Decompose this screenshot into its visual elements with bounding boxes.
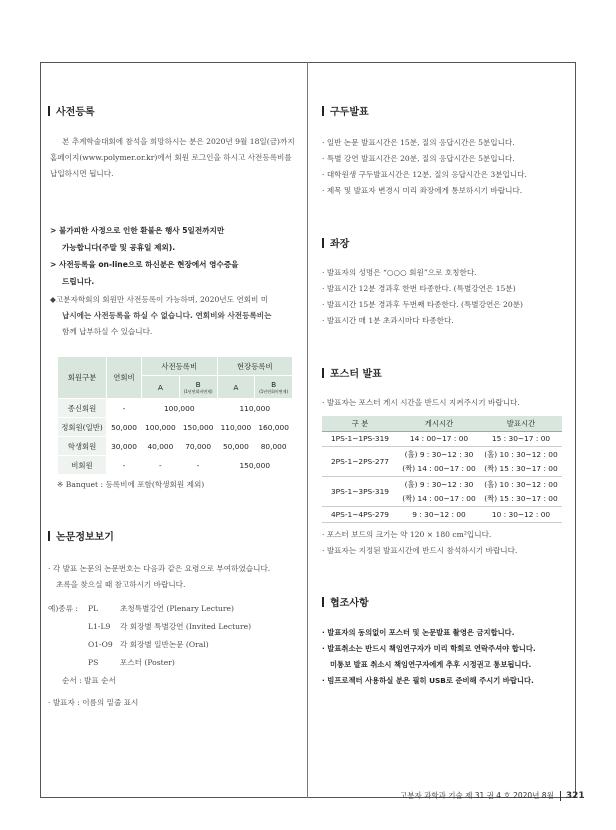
- oral-item: · 일반 논문 발표시간은 15분, 질의 응답시간은 5분입니다.: [322, 138, 515, 147]
- paper-info-heading-text: 논문정보보기: [56, 532, 114, 543]
- cell: 4PS-1~4PS-279: [322, 507, 398, 523]
- row-label: 비회원: [58, 456, 107, 475]
- chair-item: · 발표자의 성명은 “○○○ 회원”으로 호칭한다.: [322, 268, 477, 277]
- cell: -: [142, 456, 180, 475]
- chair-item: · 발표시간 15분 경과후 두번째 타종한다. (특별강연은 20분): [322, 300, 524, 309]
- banquet-note: ※ Banquet : 등록비에 포함(학생회원 제외): [57, 480, 205, 489]
- cell: 50,000: [107, 418, 142, 437]
- cell: (짝) 14 : 00~17 : 00: [398, 492, 480, 507]
- table-row: [58, 437, 293, 456]
- type-desc: 각 회장별 특별강연 (Invited Lecture): [120, 622, 252, 631]
- cell: -: [107, 399, 142, 418]
- example-label: 예)종류 :: [48, 604, 78, 613]
- cell: (홀) 10 : 30~12 : 00: [484, 479, 558, 489]
- cell: (짝) 14 : 00~17 : 00: [398, 462, 480, 477]
- col-pre-b: [179, 376, 217, 399]
- paper-info-heading: [48, 528, 114, 543]
- heading-bar: [322, 106, 324, 116]
- cell: 10 : 30~12 : 00: [480, 507, 562, 523]
- cell: (홀) 9 : 30~12 : 30: [404, 479, 474, 489]
- heading-bar: [322, 597, 324, 607]
- col-category: 구 분: [322, 416, 398, 431]
- row-label: 종신회원: [58, 399, 107, 418]
- poster-heading-text: 포스터 발표: [330, 369, 382, 380]
- member-note-1: ◆고분자학회의 회원만 사전등록이 가능하며, 2020년도 연회비 미: [50, 295, 269, 304]
- cooperation-item: · 빔프로젝터 사용하실 분은 필히 USB로 준비해 주시기 바랍니다.: [322, 676, 534, 685]
- heading-bar: [48, 531, 50, 541]
- presenter-note: · 발표자 : 이름의 밑줄 표시: [48, 698, 139, 707]
- col-annual-fee: 연회비: [107, 357, 142, 399]
- col-pre-a: A: [142, 376, 180, 399]
- notice-receipt-1: > 사전등록을 on-line으로 하신분은 현장에서 영수증을: [50, 260, 239, 269]
- table-row: [58, 399, 293, 418]
- table-row: [322, 447, 562, 462]
- cell: 15 : 30~17 : 00: [480, 431, 562, 447]
- cooperation-item: 미통보 발표 취소시 책임연구자에게 추후 시정권고 통보됩니다.: [330, 660, 532, 669]
- poster-note: · 발표자는 지정된 발표시간에 반드시 참석하시기 바랍니다.: [322, 546, 518, 555]
- cell: 40,000: [142, 437, 180, 456]
- cell: 1PS-1~1PS-319: [322, 431, 398, 447]
- col-onsite-registration: 현장등록비: [217, 357, 293, 376]
- paper-intro-2: 초록을 찾으실 때 참고하시기 바랍니다.: [56, 580, 186, 589]
- col-on-b: [255, 376, 293, 399]
- member-note-2: 납시에는 사전등록을 하실 수 없습니다. 연회비와 사전등록비는: [62, 311, 272, 320]
- order-note: 순서 : 발표 순서: [62, 676, 116, 685]
- cell: 100,000: [142, 418, 180, 437]
- registration-heading-text: 사전등록: [56, 107, 95, 118]
- col-pre-b-note: (1년연회비면제): [183, 389, 213, 394]
- cell: 14 : 00~17 : 00: [398, 431, 480, 447]
- row-label: 정회원(일반): [58, 418, 107, 437]
- poster-intro: · 발표자는 포스터 게시 시간을 반드시 지켜주시기 바랍니다.: [322, 398, 520, 407]
- heading-bar: [322, 368, 324, 378]
- chair-item: · 발표시간 매 1분 초과시마다 타종한다.: [322, 316, 454, 325]
- col-on-b-label: B: [271, 380, 277, 389]
- chair-heading-text: 좌장: [330, 239, 350, 250]
- oral-item: · 제목 및 발표자 변경시 미리 좌장에게 통보하시기 바랍니다.: [322, 186, 523, 195]
- chair-heading: [322, 235, 349, 250]
- table-row: [322, 507, 562, 523]
- oral-item: · 대학원생 구두발표시간은 12분, 질의 응답시간은 3분입니다.: [322, 170, 527, 179]
- cell: 70,000: [179, 437, 217, 456]
- cell: (홀) 10 : 30~12 : 00: [484, 449, 558, 459]
- notice-refund-1: > 불가피한 사정으로 인한 환불은 행사 5일전까지만: [50, 226, 225, 235]
- page-number: 321: [560, 791, 585, 801]
- registration-intro: 본 추계학술대회에 참석을 희망하시는 분은 2020년 9월 18일(금)까지 홈페이지(www.polymer.or.kr)에서 회원 로그인을 하시고 사전등록비를 납입하시면 됩니다.: [50, 137, 295, 178]
- page-footer: [400, 790, 585, 801]
- oral-item: · 특별 강연 발표시간은 20분, 질의 응답시간은 5분입니다.: [322, 154, 515, 163]
- col-pre-b-label: B: [195, 380, 201, 389]
- cooperation-heading-text: 협조사항: [330, 598, 369, 609]
- poster-schedule-table: [322, 416, 562, 523]
- cell: 2PS-1~2PS-277: [322, 447, 398, 477]
- cell: 50,000: [217, 437, 255, 456]
- cooperation-heading: [322, 594, 369, 609]
- col-on-b-note: (1년연회비면제): [259, 389, 289, 394]
- oral-heading-text: 구두발표: [330, 107, 369, 118]
- type-code: PL: [88, 604, 99, 613]
- member-note-3: 함께 납부하실 수 있습니다.: [62, 327, 153, 336]
- cell: 110,000: [217, 399, 293, 418]
- cell: -: [179, 456, 217, 475]
- type-desc: 포스터 (Poster): [120, 658, 175, 667]
- heading-bar: [48, 106, 50, 116]
- paper-intro-1: · 각 발표 논문의 논문번호는 다음과 같은 요령으로 부여하였습니다.: [48, 564, 271, 573]
- cell: 150,000: [179, 418, 217, 437]
- row-label: 학생회원: [58, 437, 107, 456]
- col-post-time: 게시시간: [398, 416, 480, 431]
- cooperation-item: · 발표취소는 반드시 책임연구자가 미리 학회로 연락주셔야 합니다.: [322, 644, 536, 653]
- registration-heading: [48, 103, 95, 118]
- registration-fee-table: [57, 356, 293, 475]
- cell: (짝) 15 : 30~17 : 00: [480, 462, 562, 477]
- heading-bar: [322, 238, 324, 248]
- cell: 9 : 30~12 : 00: [398, 507, 480, 523]
- col-present-time: 발표시간: [480, 416, 562, 431]
- notice-receipt-2: 드립니다.: [62, 277, 95, 286]
- type-code: L1-L9: [88, 622, 111, 631]
- cell: 150,000: [217, 456, 293, 475]
- col-pre-registration: 사전등록비: [142, 357, 218, 376]
- type-code: O1-O9: [88, 640, 113, 649]
- table-row: [58, 418, 293, 437]
- cell: 110,000: [217, 418, 255, 437]
- cell: 30,000: [107, 437, 142, 456]
- poster-heading: [322, 365, 382, 380]
- cell: 80,000: [255, 437, 293, 456]
- table-row: [58, 456, 293, 475]
- cell: -: [107, 456, 142, 475]
- poster-note: · 포스터 보드의 크기는 약 120 × 180 cm²입니다.: [322, 530, 492, 539]
- table-row: [322, 477, 562, 492]
- cell: (짝) 15 : 30~17 : 00: [480, 492, 562, 507]
- type-desc: 초청특별강연 (Plenary Lecture): [120, 604, 234, 613]
- table-row: [322, 431, 562, 447]
- cell: 100,000: [142, 399, 218, 418]
- cell: 3PS-1~3PS-319: [322, 477, 398, 507]
- type-code: PS: [88, 658, 99, 667]
- column-divider: [307, 62, 308, 798]
- journal-info: 고분자 과학과 기술 제 31 권 4 호 2020년 8월: [400, 791, 554, 800]
- col-member-type: 회원구분: [58, 357, 107, 399]
- cell: (홀) 9 : 30~12 : 30: [404, 449, 474, 459]
- chair-item: · 발표시간 12분 경과후 한번 타종한다. (특별강연은 15분): [322, 284, 516, 293]
- cooperation-item: · 발표자의 동의없이 포스터 및 논문발표 촬영은 금지합니다.: [322, 628, 515, 637]
- cell: 160,000: [255, 418, 293, 437]
- type-desc: 각 회장별 일반논문 (Oral): [120, 640, 209, 649]
- notice-refund-2: 가능합니다(주말 및 공휴일 제외).: [62, 243, 176, 252]
- col-on-a: A: [217, 376, 255, 399]
- oral-heading: [322, 103, 369, 118]
